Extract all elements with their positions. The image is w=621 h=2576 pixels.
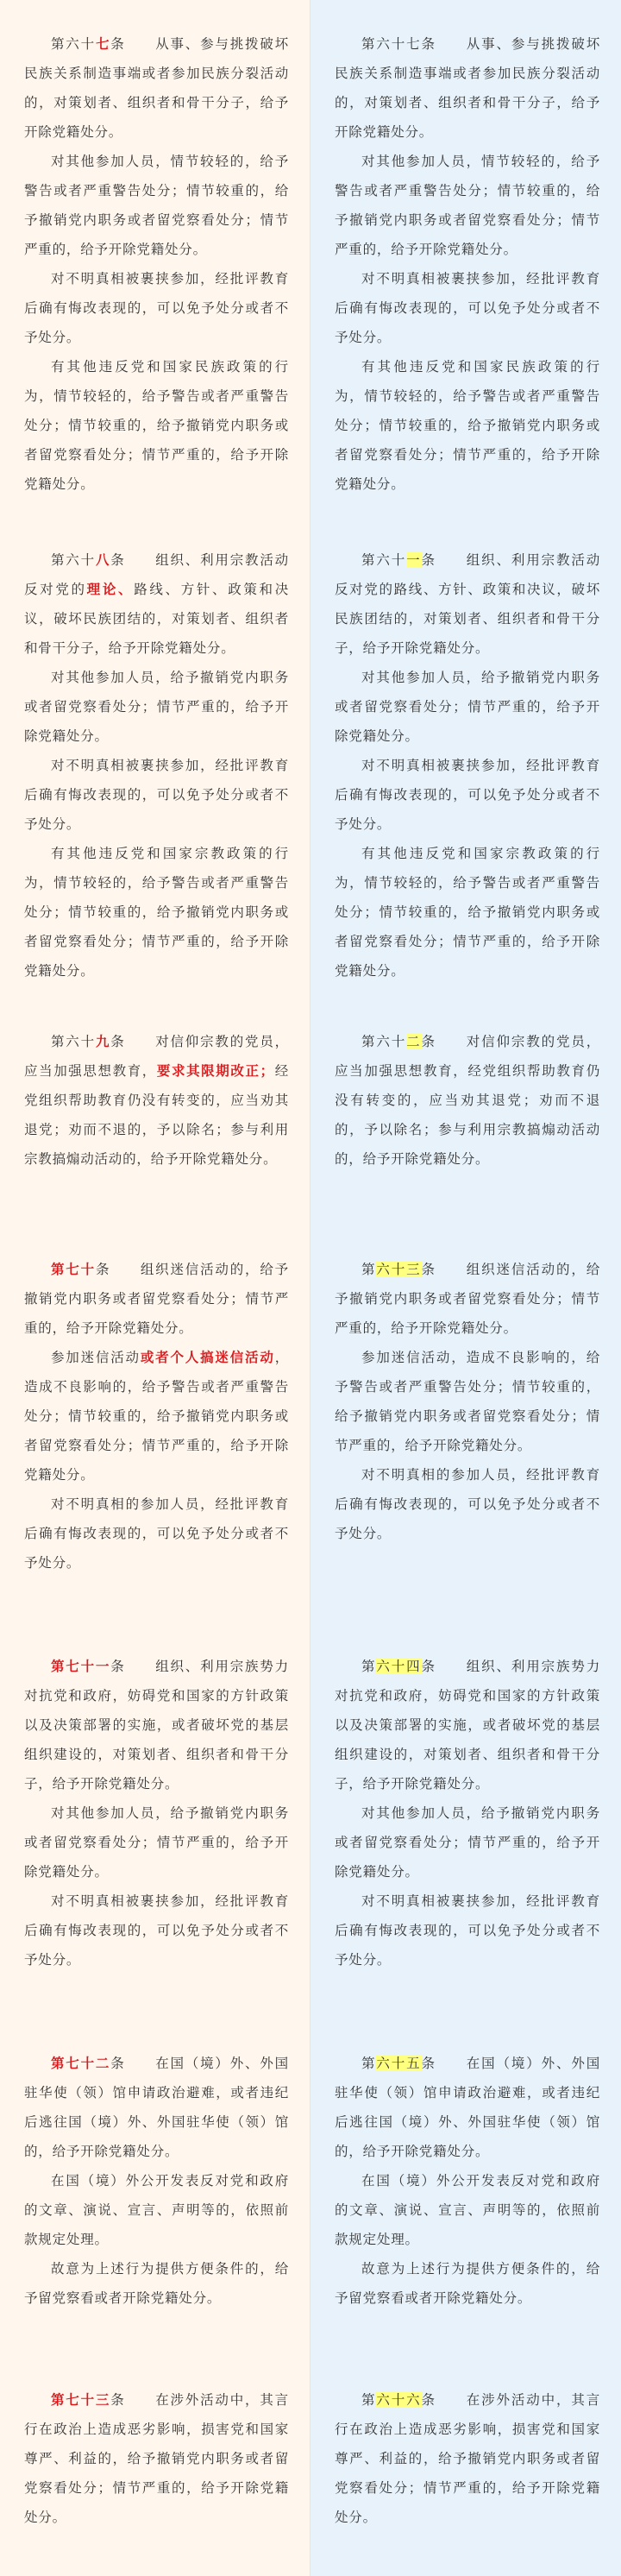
- article-68-new-para-4: 有其他违反党和国家宗教政策的行为，情节较轻的，给予警告或者严重警告处分；情节较重的，给予撤销党内职务或者留党察看处分；情节严重的，给予开除党籍处分。: [24, 846, 289, 979]
- article-67-new-para-2: 对其他参加人员，情节较轻的，给予警告或者严重警告处分；情节较重的，给予撤销党内职务或者留党察看处分；情节严重的，给予开除党籍处分。: [24, 154, 289, 257]
- article-72-new-para-1: 第七十二条 在国（境）外、外国驻华使（领）馆申请政治避难，或者违纪后逃往国（境）外、外国驻华使（领）馆的，给予开除党籍处分。: [24, 2056, 289, 2159]
- article-67-new-para-3: 对不明真相被裹挟参加，经批评教育后确有悔改表现的，可以免予处分或者不予处分。: [24, 271, 289, 345]
- article-68-new-para-2: 对其他参加人员，给予撤销党内职务或者留党察看处分；情节严重的，给予开除党籍处分。: [24, 670, 289, 744]
- article-67-new-para-4: 有其他违反党和国家民族政策的行为，情节较轻的，给予警告或者严重警告处分；情节较重的，给予撤销党内职务或者留党察看处分；情节严重的，给予开除党籍处分。: [24, 359, 289, 492]
- article-73-new: [24, 2385, 289, 2532]
- article-61-old-para-2: 对其他参加人员，给予撤销党内职务或者留党察看处分；情节严重的，给予开除党籍处分。: [335, 670, 600, 744]
- article-65-old-para-2: 在国（境）外公开发表反对党和政府的文章、演说、宣言、声明等的，依照前款规定处理。: [335, 2173, 600, 2247]
- article-67-old-para-2: 对其他参加人员，情节较轻的，给予警告或者严重警告处分；情节较重的，给予撤销党内职务或者留党察看处分；情节严重的，给予开除党籍处分。: [335, 154, 600, 257]
- article-63-old-para-1: 第六十三条 组织迷信活动的，给予撤销党内职务或者留党察看处分；情节严重的，给予开除党籍处分。: [335, 1262, 601, 1336]
- article-71-new: [24, 1652, 289, 1975]
- article-72-new-para-2: 在国（境）外公开发表反对党和政府的文章、演说、宣言、声明等的，依照前款规定处理。: [24, 2173, 289, 2247]
- article-number: 第六十九条: [51, 1034, 126, 1049]
- added-text: 要求其限期改正；: [156, 1063, 274, 1079]
- article-61-old-para-3: 对不明真相被裹挟参加，经批评教育后确有悔改表现的，可以免予处分或者不予处分。: [335, 758, 600, 832]
- old-version-column: [310, 0, 621, 2576]
- article-63-old: [335, 1255, 600, 1548]
- article-62-old: [335, 1027, 600, 1174]
- article-69-new: [24, 1027, 289, 1174]
- article-64-old-para-1: 第六十四条 组织、利用宗族势力对抗党和政府，妨碍党和国家的方针政策以及决策部署的实施，或者破坏党的基层组织建设的，对策划者、组织者和骨干分子，给予开除党籍处分。: [335, 1659, 601, 1792]
- article-66-old-para-1: 第六十六条 在涉外活动中，其言行在政治上造成恶劣影响，损害党和国家尊严、利益的，给予撤销党内职务或者留党察看处分；情节严重的，给予开除党籍处分。: [335, 2392, 601, 2525]
- article-70-new-para-1: 第七十条 组织迷信活动的，给予撤销党内职务或者留党察看处分；情节严重的，给予开除党籍处分。: [24, 1262, 289, 1336]
- article-72-new-para-3: 故意为上述行为提供方便条件的，给予留党察看或者开除党籍处分。: [24, 2261, 289, 2306]
- article-67-old-para-4: 有其他违反党和国家民族政策的行为，情节较轻的，给予警告或者严重警告处分；情节较重的，给予撤销党内职务或者留党察看处分；情节严重的，给予开除党籍处分。: [335, 359, 600, 492]
- added-text: 或者个人搞迷信活动: [140, 1350, 275, 1365]
- article-number: 第六十四条: [361, 1659, 436, 1674]
- article-number: 第六十一条: [361, 552, 436, 568]
- article-number: 第六十八条: [51, 552, 126, 568]
- article-67-old-para-1: 第六十七条 从事、参与挑拨破坏民族关系制造事端或者参加民族分裂活动的，对策划者、组织者和骨干分子，给予开除党籍处分。: [335, 36, 601, 140]
- article-61-old-para-1: 第六十一条 组织、利用宗教活动反对党的路线、方针、政策和决议，破坏民族团结的，对策划者、组织者和骨干分子，给予开除党籍处分。: [335, 552, 601, 656]
- article-63-old-para-3: 对不明真相的参加人员，经批评教育后确有悔改表现的，可以免予处分或者不予处分。: [335, 1467, 600, 1541]
- article-64-old: [335, 1652, 600, 1975]
- article-67-new: [24, 29, 289, 499]
- article-number: 第七十三条: [51, 2392, 126, 2408]
- article-number: 第六十五条: [361, 2056, 436, 2071]
- article-number: 第六十六条: [361, 2392, 436, 2408]
- article-number: 第六十七条: [361, 36, 436, 52]
- article-number: 第六十七条: [51, 36, 126, 52]
- article-61-old: [335, 545, 600, 986]
- article-70-new-para-2: 参加迷信活动或者个人搞迷信活动，造成不良影响的，给予警告或者严重警告处分；情节较重的，给予撤销党内职务或者留党察看处分；情节严重的，给予开除党籍处分。: [24, 1350, 289, 1483]
- article-67-old: [335, 29, 600, 499]
- article-number: 第七十二条: [51, 2056, 126, 2071]
- article-65-old-para-3: 故意为上述行为提供方便条件的，给予留党察看或者开除党籍处分。: [335, 2261, 600, 2306]
- article-71-new-para-3: 对不明真相被裹挟参加，经批评教育后确有悔改表现的，可以免予处分或者不予处分。: [24, 1893, 289, 1968]
- article-72-new: [24, 2049, 289, 2313]
- article-number: 第七十一条: [51, 1659, 126, 1674]
- article-61-old-para-4: 有其他违反党和国家宗教政策的行为，情节较轻的，给予警告或者严重警告处分；情节较重的，给予撤销党内职务或者留党察看处分；情节严重的，给予开除党籍处分。: [335, 846, 600, 979]
- article-number: 第六十二条: [361, 1034, 436, 1049]
- article-66-old: [335, 2385, 600, 2532]
- added-text: 理论、: [86, 582, 135, 597]
- new-version-column: [0, 0, 310, 2576]
- article-64-old-para-3: 对不明真相被裹挟参加，经批评教育后确有悔改表现的，可以免予处分或者不予处分。: [335, 1893, 600, 1968]
- article-70-new-para-3: 对不明真相的参加人员，经批评教育后确有悔改表现的，可以免予处分或者不予处分。: [24, 1496, 289, 1571]
- article-69-new-para-1: 第六十九条 对信仰宗教的党员，应当加强思想教育，要求其限期改正；经党组织帮助教育仍没有转变的，应当劝其退党；劝而不退的，予以除名；参与利用宗教搞煽动活动的，给予开除党籍处分。: [24, 1034, 289, 1167]
- article-65-old-para-1: 第六十五条 在国（境）外、外国驻华使（领）馆申请政治避难，或者违纪后逃往国（境）外、外国驻华使（领）馆的，给予开除党籍处分。: [335, 2056, 601, 2159]
- article-62-old-para-1: 第六十二条 对信仰宗教的党员，应当加强思想教育，经党组织帮助教育仍没有转变的，应当劝其退党；劝而不退的，予以除名；参与利用宗教搞煽动活动的，给予开除党籍处分。: [335, 1034, 601, 1167]
- article-68-new-para-3: 对不明真相被裹挟参加，经批评教育后确有悔改表现的，可以免予处分或者不予处分。: [24, 758, 289, 832]
- article-71-new-para-2: 对其他参加人员，给予撤销党内职务或者留党察看处分；情节严重的，给予开除党籍处分。: [24, 1805, 289, 1880]
- article-67-old-para-3: 对不明真相被裹挟参加，经批评教育后确有悔改表现的，可以免予处分或者不予处分。: [335, 271, 600, 345]
- article-64-old-para-2: 对其他参加人员，给予撤销党内职务或者留党察看处分；情节严重的，给予开除党籍处分。: [335, 1805, 600, 1880]
- article-number: 第六十三条: [361, 1262, 436, 1277]
- article-65-old: [335, 2049, 600, 2313]
- article-68-new: [24, 545, 289, 986]
- article-67-new-para-1: 第六十七条 从事、参与挑拨破坏民族关系制造事端或者参加民族分裂活动的，对策划者、组织者和骨干分子，给予开除党籍处分。: [24, 36, 289, 140]
- article-number: 第七十条: [51, 1262, 111, 1277]
- article-68-new-para-1: 第六十八条 组织、利用宗教活动反对党的理论、路线、方针、政策和决议，破坏民族团结的，对策划者、组织者和骨干分子，给予开除党籍处分。: [24, 552, 289, 656]
- article-73-new-para-1: 第七十三条 在涉外活动中，其言行在政治上造成恶劣影响，损害党和国家尊严、利益的，给予撤销党内职务或者留党察看处分；情节严重的，给予开除党籍处分。: [24, 2392, 289, 2525]
- article-70-new: [24, 1255, 289, 1578]
- article-71-new-para-1: 第七十一条 组织、利用宗族势力对抗党和政府，妨碍党和国家的方针政策以及决策部署的实施，或者破坏党的基层组织建设的，对策划者、组织者和骨干分子，给予开除党籍处分。: [24, 1659, 289, 1792]
- article-63-old-para-2: 参加迷信活动，造成不良影响的，给予警告或者严重警告处分；情节较重的，给予撤销党内职务或者留党察看处分；情节严重的，给予开除党籍处分。: [335, 1350, 600, 1453]
